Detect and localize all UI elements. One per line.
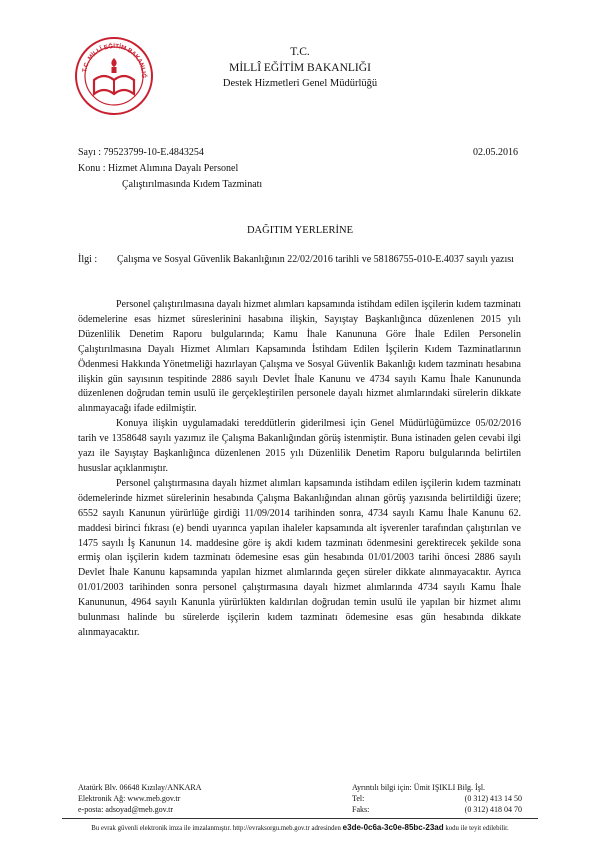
subject-line-2: Çalıştırılmasında Kıdem Tazminatı xyxy=(122,179,263,190)
footer-phone xyxy=(352,793,522,804)
header-tc: T.C. xyxy=(290,46,310,58)
subject-line-1: Konu : Hizmet Alımına Dayalı Personel xyxy=(78,163,239,174)
reference-label: İlgi : xyxy=(78,254,98,265)
e-signature-note xyxy=(0,823,600,832)
footer-fax-value: (0 312) 418 04 70 xyxy=(464,805,522,814)
footer-phone-label: Tel: xyxy=(352,794,365,803)
footer-fax-label: Faks: xyxy=(352,805,370,814)
document-number: Sayı : 79523799-10-E.4843254 xyxy=(78,147,204,158)
verify-text-before: Bu evrak güvenli elektronik imza ile imzalanmıştır. http://evraksorgu.meb.gov.tr adresinden xyxy=(91,825,341,832)
body-paragraph-1: Personel çalıştırılmasına dayalı hizmet alımları kapsamında istihdam edilen işçilerin kıdem tazminatı ödemelerine esas hizmet süreslerinini hasabına ilişkin, Sayıştay Başkanlığınca düzenlenen 2015 yılı Düzenlilik Denetim Raporu bulgularında; Kamu İhale Kanununa Göre İhale Edilen Personelin Çalıştırılmasına Dayalı Hizmet Alımları Kapsamında İstihdam Edilen İşçilerin Kıdem Tazminatlarının Ödenmesi Hakkında Yönetmeliği hazırlayan Çalışma ve Sosyal Güvenlik Bakanlığı kıdem tazminatı hesabına ilişkin gün sayısının tespitinde 2886 sayılı Devlet İhale Kanunu ve 4734 sayılı Kamu İhale Kanununda düzenlenen doğrudan temin usulü ile gerçekleştirilen personele dayalı hizmet alımlarındaki sürelerin dikkate alınmayacağı ifade edilmiştir. xyxy=(78,299,521,415)
sayi-row xyxy=(78,145,518,161)
footer-address: Atatürk Blv. 06648 Kızılay/ANKARA xyxy=(78,783,202,792)
footer-contact-block xyxy=(352,782,522,815)
footer-contact-person: Ayrıntılı bilgi için: Ümit IŞIKLI Bilg. İşl. xyxy=(352,783,486,792)
footer-address-block xyxy=(78,782,201,815)
header-ministry: MİLLÎ EĞİTİM BAKANLIĞI xyxy=(229,62,371,74)
letter-body xyxy=(78,298,521,641)
header-directorate: Destek Hizmetleri Genel Müdürlüğü xyxy=(222,78,378,89)
footer-email[interactable]: e-posta: adsoyad@meb.gov.tr xyxy=(78,805,174,814)
verify-code: e3de-0c6a-3c0e-85bc-23ad xyxy=(342,823,444,832)
footer-divider xyxy=(62,818,538,819)
body-paragraph-3: Personel çalıştırmasına dayalı hizmet alımları kapsamında istihdam edilen işçilerin kıdem tazminatı ödemelerinde hizmet sürelerinin hesabında Çalışma Bakanlığından alınan görüş yazısında belirtildiği üzere; 6552 sayılı Kanunun yürürlüğe girdiği 11/09/2014 tarihinden sonra, 4734 sayılı Kamu İhale Kanunu 62. maddesi birinci fıkrası (e) bendi uyarınca yapılan ihaleler kapsamında alt işverenler tarafından çalıştırılan ve 1475 sayılı İş Kanunun 14. maddesine göre iş akdi kıdem tazminatı ödenmesini gerektirecek şekilde sona ermiş olan işçilerin kıdem tazminatı ödemesine esas gün hesabında 01/01/2003 tarihi öncesi 2886 sayılı Devlet İhale Kanunu kapsamında yapılan hizmet alımlarında geçen süreler dikkate alınmayacaktır. Ayrıca 01/01/2003 tarihinden sonra personel çalıştırmasına dayalı hizmet alımlarında 4734 sayılı Kamu İhale Kanununun, 4964 sayılı Kanunla yürürlükten kaldırılan doğrudan temin usulü ile yapılan bir hizmet alımı bulunması halinde bu sürelerde işçilerin kıdem tazminatı ödemesine esas gün hesabında dikkate alınmayacaktır. xyxy=(78,477,521,638)
recipient-heading: DAĞITIM YERLERİNE xyxy=(246,225,354,236)
footer-fax xyxy=(352,804,522,815)
body-paragraph-2: Konuya ilişkin uygulamadaki tereddütlerin giderilmesi için Genel Müdürlüğümüzce 05/02/2016 tarih ve 1358648 sayılı yazımız ile Çalışma Bakanlığından görüş istenmiştir. Buna istinaden gelen cevabi ilgi yazı ile Sayıştay Başkanlığınca düzenlenen 2015 yılı Düzenlilik Denetim Raporu bulgularında belirtilen hususlar açıklanmıştır. xyxy=(78,418,521,474)
reference-text: Çalışma ve Sosyal Güvenlik Bakanlığının 22/02/2016 tarihli ve 58186755-010-E.4037 sayılı yazısı xyxy=(117,254,514,265)
document-date: 02.05.2016 xyxy=(473,147,518,158)
verify-text-after: kodu ile teyit edilebilir. xyxy=(445,825,509,832)
svg-text:T.C. MİLLÎ EĞİTİM BAKANLIĞI: T.C. MİLLÎ EĞİTİM BAKANLIĞ xyxy=(81,42,148,79)
footer-phone-value: (0 312) 413 14 50 xyxy=(464,794,522,803)
footer-website[interactable]: Elektronik Ağ: www.meb.gov.tr xyxy=(78,794,181,803)
